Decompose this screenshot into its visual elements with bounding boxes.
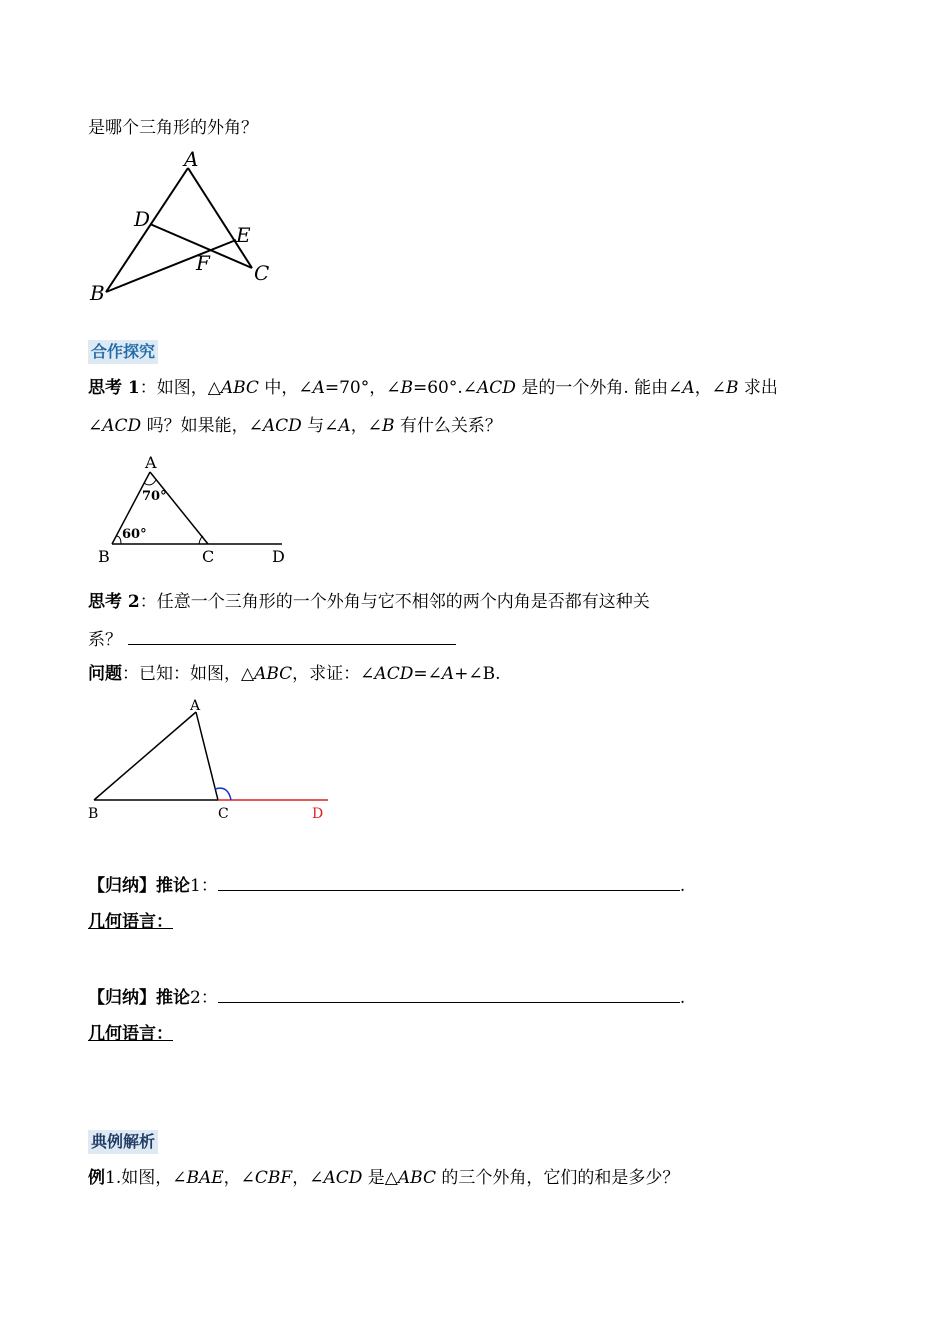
problem-line: 问题：已知：如图，△ABC，求证：∠ACD=∠A+∠B. — [88, 664, 501, 684]
fig1-label-d: D — [134, 207, 151, 231]
fig2-label-d: D — [272, 547, 285, 566]
figure-1-triangle — [80, 146, 280, 306]
problem-label: 问题 — [88, 664, 122, 684]
section-examples: 典例解析 — [88, 1130, 158, 1154]
think2-answer-blank[interactable] — [128, 626, 456, 645]
fig2-label-c: C — [202, 547, 215, 566]
summary1-answer-blank[interactable] — [218, 872, 680, 891]
intro-line: 是哪个三角形的外角？ — [88, 118, 258, 138]
geo-language-1: 几何语言： — [88, 912, 173, 932]
think1-label: 思考 1 — [88, 378, 140, 398]
fig2-label-b: B — [98, 547, 110, 566]
fig1-label-c: C — [254, 261, 270, 285]
geo-language-2: 几何语言： — [88, 1024, 173, 1044]
fig1-label-a: A — [184, 147, 199, 171]
example1-line: 例1.如图，∠BAE，∠CBF，∠ACD 是△ABC 的三个外角，它们的和是多少？ — [88, 1168, 680, 1188]
think1-line1: 思考 1：如图，△ABC 中，∠A=70°，∠B=60°.∠ACD 是的一个外角. 能由∠A，∠B 求出 — [88, 378, 778, 398]
example1-label: 例 — [88, 1168, 105, 1188]
think2-line2: 系？ — [88, 626, 456, 652]
summary2-answer-blank[interactable] — [218, 984, 680, 1003]
fig1-label-f: F — [196, 251, 210, 275]
fig3-label-b: B — [88, 806, 99, 822]
summary2-line: 【归纳】推论2： . — [88, 984, 685, 1010]
figure-3-triangle — [84, 696, 344, 826]
fig2-label-a: A — [145, 453, 157, 472]
fig1-label-b: B — [90, 281, 105, 305]
think2-line1: 思考 2：任意一个三角形的一个外角与它不相邻的两个内角是否都有这种关 — [88, 592, 650, 612]
think2-label: 思考 2 — [88, 592, 140, 612]
think1-line2: ∠ACD 吗？如果能，∠ACD 与∠A，∠B 有什么关系？ — [88, 416, 502, 436]
fig3-label-d: D — [312, 806, 324, 822]
fig1-label-e: E — [236, 223, 251, 247]
fig3-label-a: A — [190, 698, 201, 714]
fig2-angle-b: 60° — [122, 527, 147, 542]
summary1-line: 【归纳】推论1： . — [88, 872, 685, 898]
figure-2-triangle — [90, 452, 310, 567]
fig2-angle-a: 70° — [142, 489, 167, 504]
fig3-label-c: C — [218, 806, 229, 822]
section-cooperate: 合作探究 — [88, 340, 158, 364]
